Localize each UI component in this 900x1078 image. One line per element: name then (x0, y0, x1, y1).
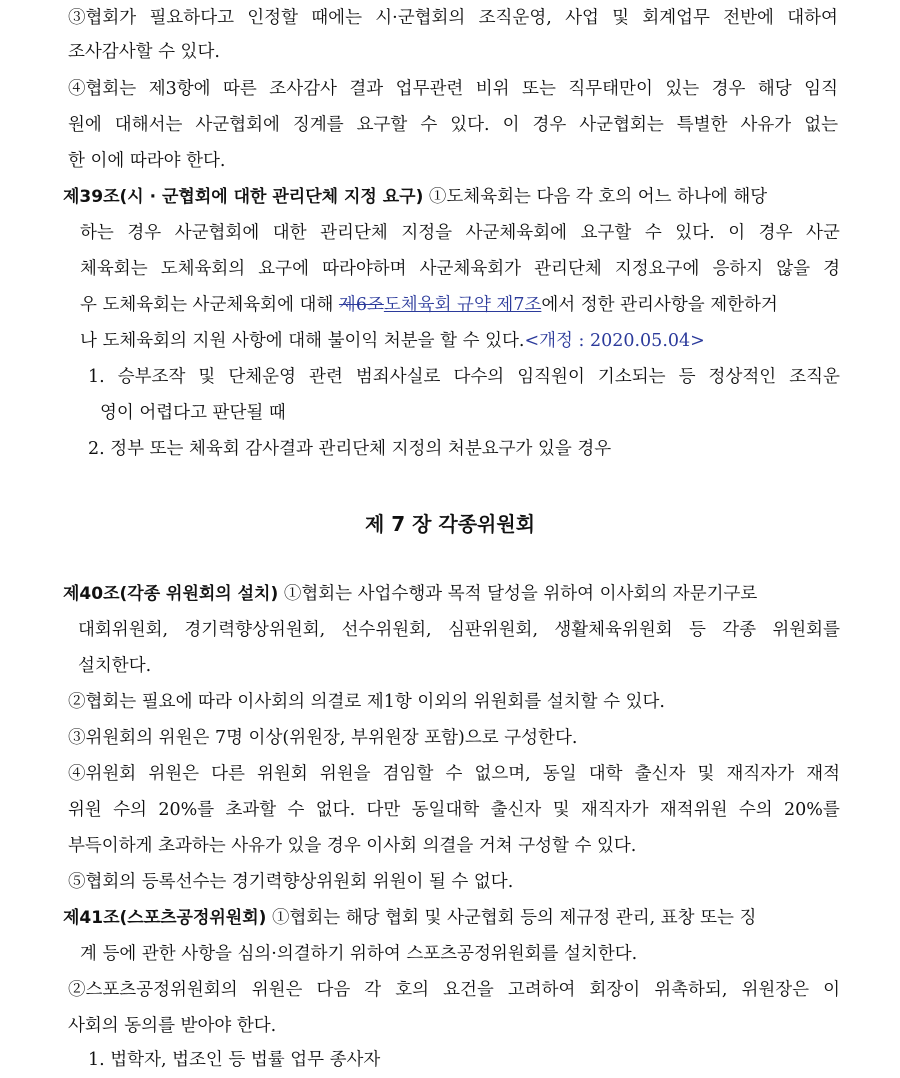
chapter-heading: 제 7 장 각종위원회 (364, 512, 536, 536)
amendment-note: <개정 : 2020.05.04> (524, 331, 705, 351)
art38-para4-line1: ④협회는 제3항에 따른 조사감사 결과 업무관련 비위 또는 직무태만이 있는 경우 해당 임직 (68, 79, 838, 99)
art38-para3-line1: ③협회가 필요하다고 인정할 때에는 시·군협회의 조직운영, 사업 및 회계업무 전반에 대하여 (68, 8, 838, 28)
art39-item1-line2: 영이 어렵다고 판단될 때 (100, 403, 286, 423)
art39-line3: 체육회는 도체육회의 요구에 따라야하며 사군체육회가 관리단체 지정요구에 응하지 않을 경 (80, 259, 840, 279)
art40-line1-text: ①협회는 사업수행과 목적 달성을 위하여 이사회의 자문기구로 (278, 584, 758, 604)
art38-para4-line3: 한 이에 따라야 한다. (68, 151, 226, 171)
art41-para2-line1: ②스포츠공정위원회의 위원은 다음 각 호의 요건을 고려하여 회장이 위촉하되, 위원장은 이 (68, 980, 840, 1000)
art41-line2: 계 등에 관한 사항을 심의·의결하기 위하여 스포츠공정위원회를 설치한다. (80, 944, 638, 964)
art39-line1 (63, 185, 767, 209)
art40-para4-line2: 위원 수의 20%를 초과할 수 없다. 다만 동일대학 출신자 및 재직자가 재적위원 수의 20%를 (68, 800, 840, 820)
art39-item1-line1: 1. 승부조작 및 단체운영 관련 범죄사실로 다수의 임직원이 기소되는 등 정상적인 조직운 (88, 367, 840, 387)
article-40-title: 제40조(각종 위원회의 설치) (63, 584, 279, 604)
art39-line2: 하는 경우 사군협회에 대한 관리단체 지정을 사군체육회에 요구할 수 있다. 이 경우 사군 (80, 223, 840, 243)
art41-line1-text: ①협회는 해당 협회 및 사군협회 등의 제규정 관리, 표창 또는 징 (266, 908, 757, 928)
art41-item1: 1. 법학자, 법조인 등 법률 업무 종사자 (88, 1050, 381, 1070)
art38-para3-line2: 조사감사할 수 있다. (68, 42, 220, 62)
art39-line4 (80, 293, 778, 317)
art40-para4-line3: 부득이하게 초과하는 사유가 있을 경우 이사회 의결을 거쳐 구성할 수 있다. (68, 836, 637, 856)
article-41-title: 제41조(스포츠공정위원회) (63, 908, 267, 928)
deleted-reference: 제6조 (338, 295, 384, 315)
art39-item2: 2. 정부 또는 체육회 감사결과 관리단체 지정의 처분요구가 있을 경우 (88, 439, 612, 459)
art40-line2: 대회위원회, 경기력향상위원회, 선수위원회, 심판위원회, 생활체육위원회 등 각종 위원회를 (78, 620, 840, 640)
art41-para2-line2: 사회의 동의를 받아야 한다. (68, 1016, 277, 1036)
art40-para2: ②협회는 필요에 따라 이사회의 의결로 제1항 이외의 위원회를 설치할 수 있다. (68, 692, 665, 712)
art39-line4-post: 에서 정한 관리사항을 제한하거 (541, 295, 778, 315)
amended-reference: 도체육회 규약 제7조 (383, 295, 542, 315)
art40-para3: ③위원회의 위원은 7명 이상(위원장, 부위원장 포함)으로 구성한다. (68, 728, 578, 748)
art39-line5-text: 나 도체육회의 지원 사항에 대해 불이익 처분을 할 수 있다. (80, 331, 525, 351)
art38-para4-line2: 원에 대해서는 사군협회에 징계를 요구할 수 있다. 이 경우 사군협회는 특별한 사유가 없는 (68, 115, 838, 135)
art40-line3: 설치한다. (78, 656, 152, 676)
art40-para4-line1: ④위원회 위원은 다른 위원회 위원을 겸임할 수 없으며, 동일 대학 출신자 및 재직자가 재적 (68, 764, 840, 784)
art40-para5: ⑤협회의 등록선수는 경기력향상위원회 위원이 될 수 없다. (68, 872, 514, 892)
art39-line4-pre: 우 도체육회는 사군체육회에 대해 (80, 295, 339, 315)
art39-line5 (80, 329, 705, 353)
art40-line1 (63, 582, 757, 606)
article-39-title: 제39조(시 · 군협회에 대한 관리단체 지정 요구) (63, 187, 424, 207)
art39-line1-text: ①도체육회는 다음 각 호의 어느 하나에 해당 (423, 187, 768, 207)
art41-line1 (63, 906, 756, 930)
